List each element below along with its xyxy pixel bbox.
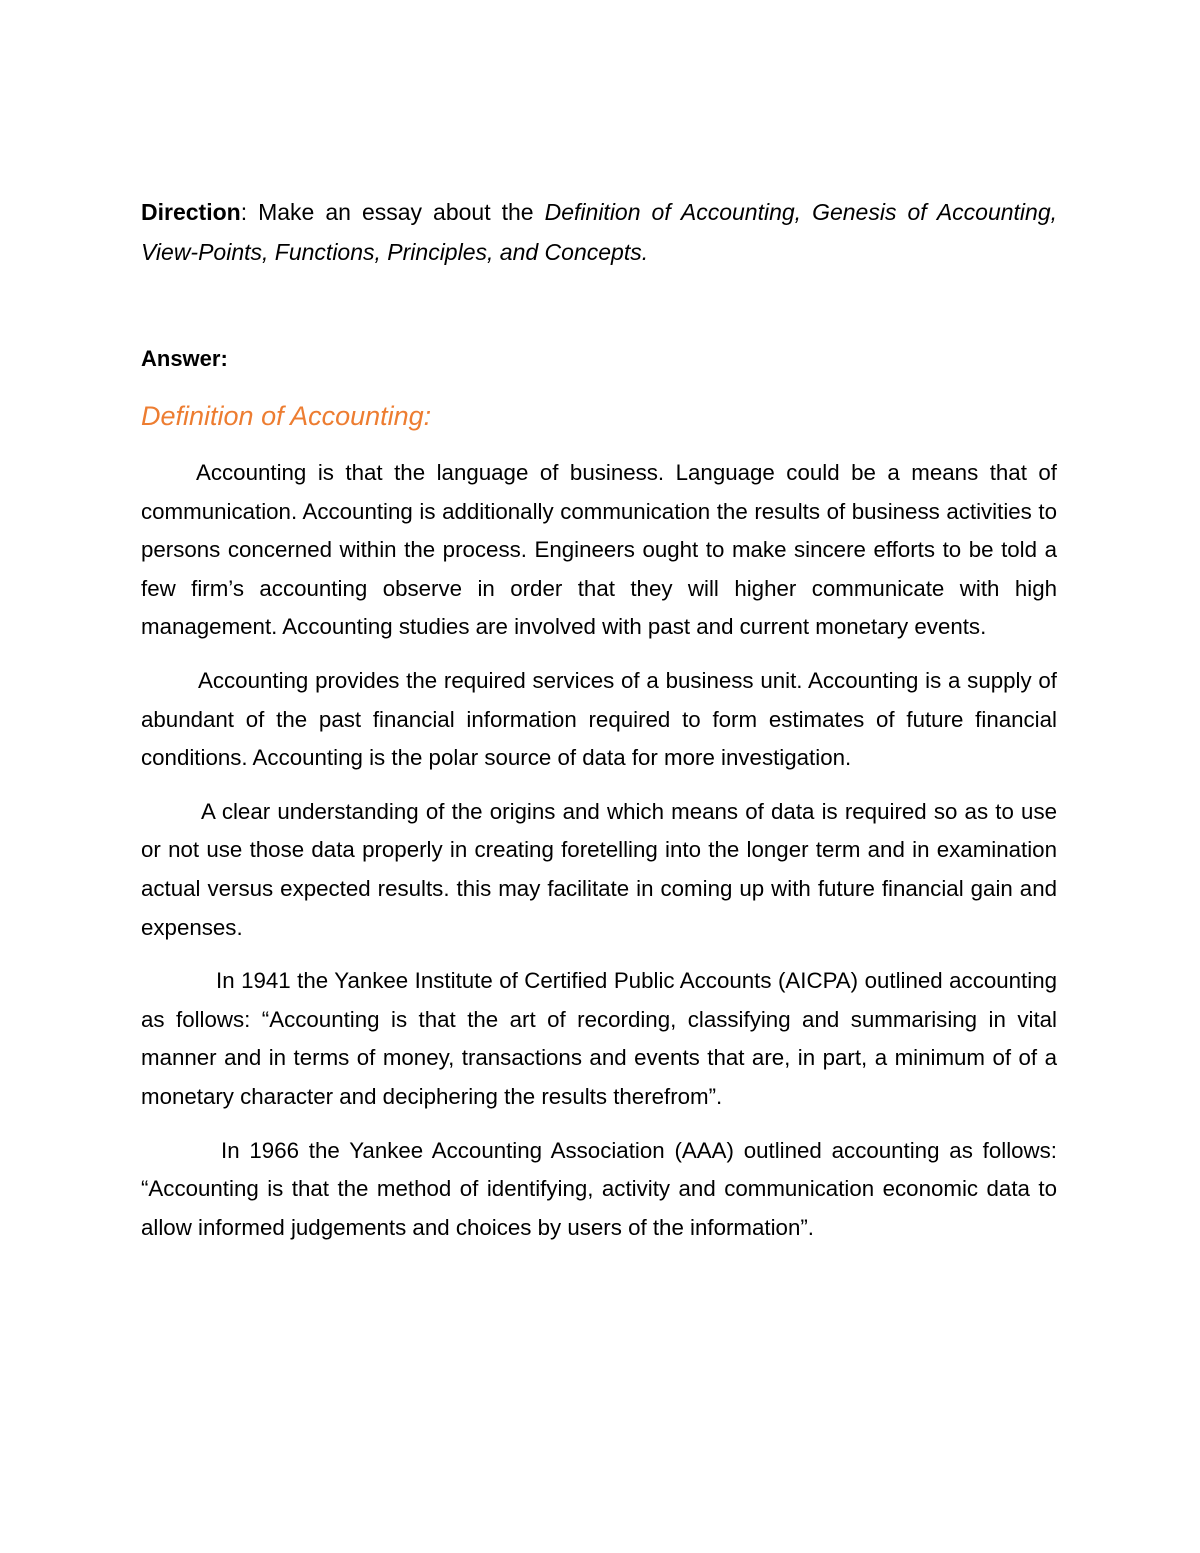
paragraph-2: Accounting provides the required services of a business unit. Accounting is a supply of abundant of the past financial information required to form estimates of future financial conditions. Accounting is the polar source of data for more investigation. (141, 667, 1057, 771)
section-heading-title: Definition of Accounting (141, 401, 424, 431)
document-content (141, 192, 1058, 1240)
essay-body (141, 454, 1057, 1262)
paragraph-5: In 1966 the Yankee Accounting Association (AAA) outlined accounting as follows: “Accounting is that the method of identifying, activity and communication economic data to allow informed judgements and choices by users of the information”. (141, 1137, 1057, 1240)
paragraph-4: In 1941 the Yankee Institute of Certified Public Accounts (AICPA) outlined accounting as follows: “Accounting is that the art of recording, classifying and summarising in vital manner and in terms of money, transactions and events that are, in part, a minimum of of a monetary character and deciphering the results therefrom”. (141, 968, 1057, 1109)
section-heading (141, 398, 431, 434)
paragraph-3: A clear understanding of the origins and which means of data is required so as to use or not use those data properly in creating foretelling into the longer term and in examination actual versus expected results. this may facilitate in coming up with future financial gain and expenses. (141, 798, 1057, 940)
direction-paragraph (141, 192, 1057, 272)
direction-topics: Definition of Accounting, Genesis of Accounting, View-Points, Functions, Principles, and Concepts. (141, 199, 1058, 265)
paragraph-1: Accounting is that the language of business. Language could be a means that of communication. Accounting is additionally communication the results of business activities to persons concerned within the process. Engineers ought to make sincere efforts to be told a few firm’s accounting observe in order that they will higher communicate with high management. Accounting studies are involved with past and current monetary events. (141, 460, 1057, 640)
direction-instruction: : Make an essay about the (240, 199, 545, 225)
section-heading-colon: : (423, 401, 432, 431)
direction-label: Direction (141, 199, 241, 225)
answer-label: Answer: (141, 346, 228, 371)
